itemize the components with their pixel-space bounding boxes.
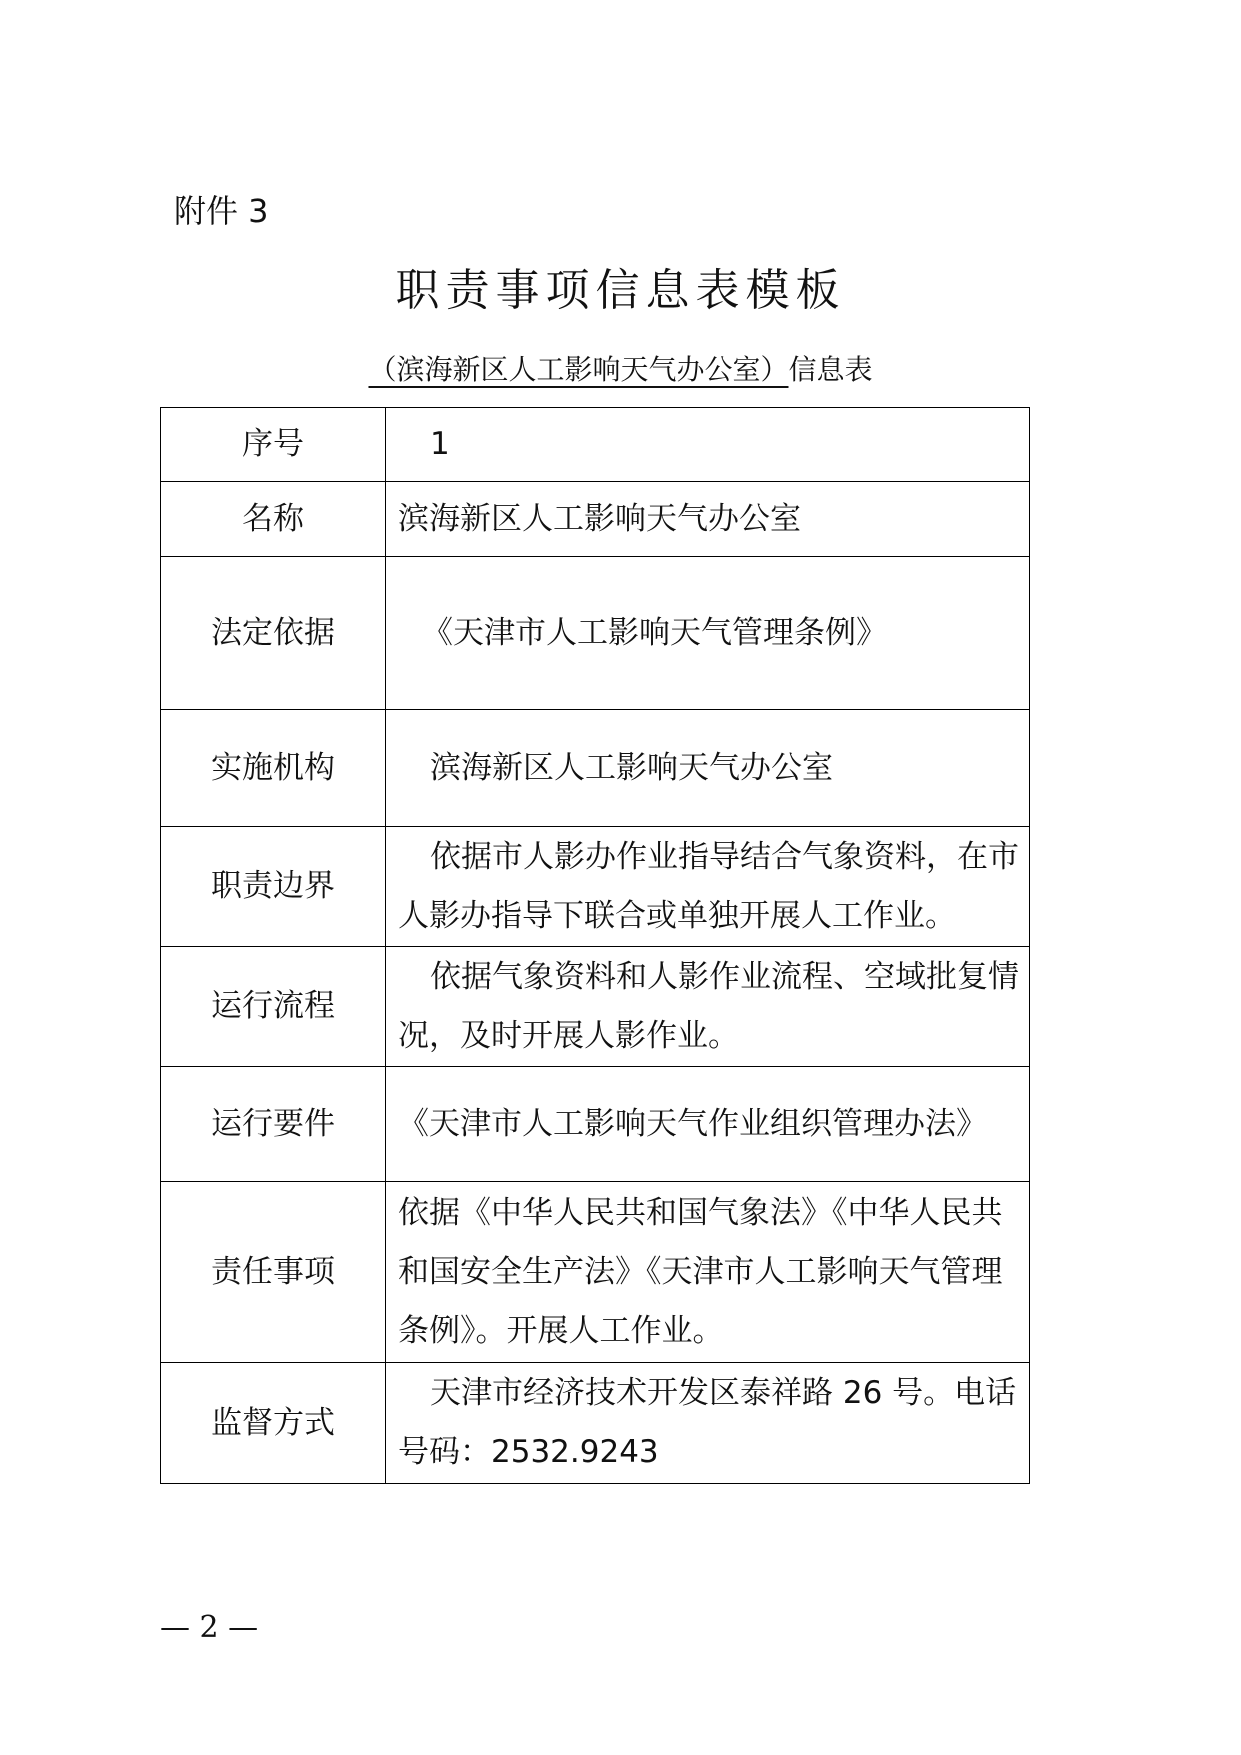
- table-row: [161, 482, 1030, 557]
- subtitle-org: （滨海新区人工影响天气办公室）: [368, 353, 789, 386]
- row-label-name: 名称: [161, 482, 386, 557]
- info-table: [160, 407, 1030, 1484]
- row-label-process: 运行流程: [161, 947, 386, 1067]
- page-number: — 2 —: [160, 1610, 259, 1645]
- table-row: [161, 557, 1030, 710]
- table-row: [161, 1182, 1030, 1363]
- page-title: 职责事项信息表模板: [395, 265, 846, 316]
- subtitle-suffix: 信息表: [788, 353, 873, 386]
- row-label-requirements: 运行要件: [161, 1067, 386, 1182]
- row-value-supervision: 天津市经济技术开发区泰祥路 26 号。电话号码：2532.9243: [386, 1363, 1030, 1484]
- table-row: [161, 827, 1030, 947]
- table-row: [161, 408, 1030, 482]
- row-label-legal-basis: 法定依据: [161, 557, 386, 710]
- row-value-process: 依据气象资料和人影作业流程、空域批复情况，及时开展人影作业。: [386, 947, 1030, 1067]
- row-label-agency: 实施机构: [161, 710, 386, 827]
- row-value-requirements: 《天津市人工影响天气作业组织管理办法》: [386, 1067, 1030, 1182]
- row-value-serial: 1: [386, 408, 1030, 482]
- attachment-label: 附件 3: [174, 192, 269, 230]
- row-value-agency: 滨海新区人工影响天气办公室: [386, 710, 1030, 827]
- row-label-duty-items: 责任事项: [161, 1182, 386, 1363]
- row-value-legal-basis: 《天津市人工影响天气管理条例》: [386, 557, 1030, 710]
- row-value-duty-items: 依据《中华人民共和国气象法》《中华人民共和国安全生产法》《天津市人工影响天气管理条例》。开展人工作业。: [386, 1182, 1030, 1363]
- table-row: [161, 1067, 1030, 1182]
- row-value-responsibility-boundary: 依据市人影办作业指导结合气象资料，在市人影办指导下联合或单独开展人工作业。: [386, 827, 1030, 947]
- row-value-name: 滨海新区人工影响天气办公室: [386, 482, 1030, 557]
- table-row: [161, 1363, 1030, 1484]
- table-row: [161, 947, 1030, 1067]
- row-label-serial: 序号: [161, 408, 386, 482]
- row-label-supervision: 监督方式: [161, 1363, 386, 1484]
- table-row: [161, 710, 1030, 827]
- row-label-responsibility-boundary: 职责边界: [161, 827, 386, 947]
- table-subtitle: [0, 348, 1241, 388]
